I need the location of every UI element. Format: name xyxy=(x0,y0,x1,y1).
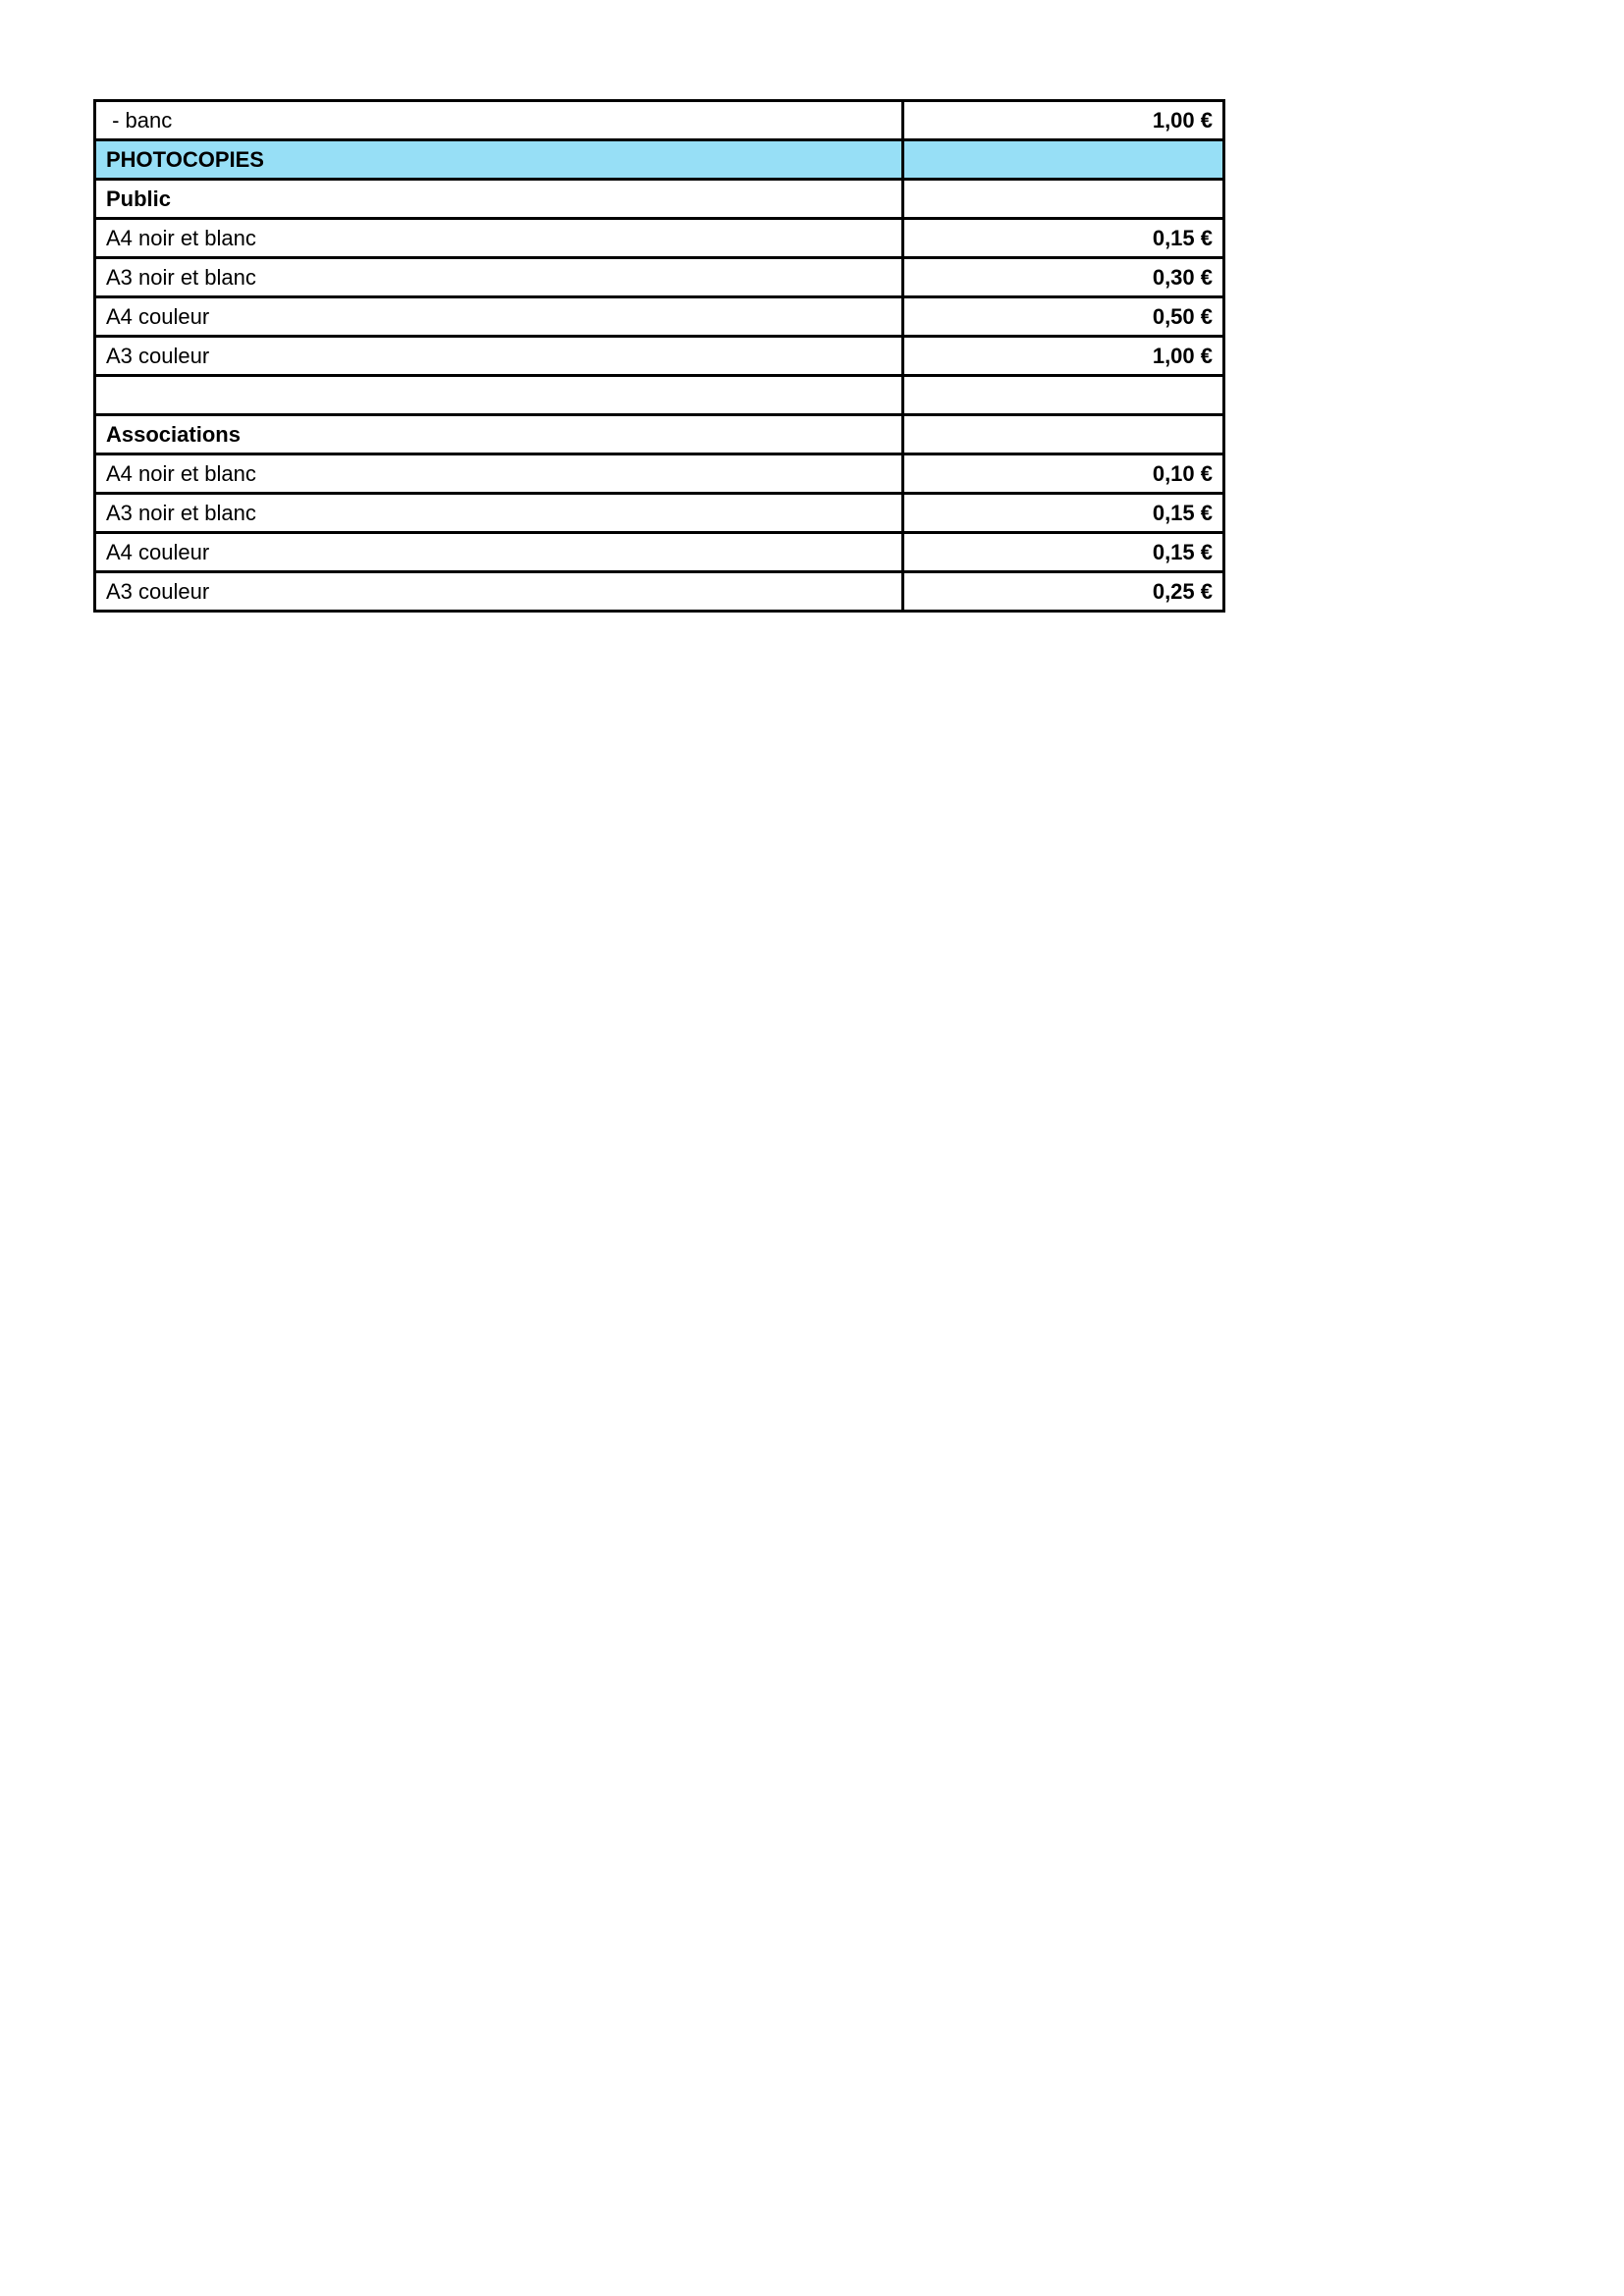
item-price: 0,25 € xyxy=(903,572,1224,612)
item-price: 0,10 € xyxy=(903,454,1224,494)
item-price: 0,30 € xyxy=(903,258,1224,297)
group-price-cell xyxy=(903,415,1224,454)
item-price: 0,15 € xyxy=(903,219,1224,258)
group-header-row xyxy=(95,180,1224,219)
item-label: A4 noir et blanc xyxy=(95,454,903,494)
blank-price-cell xyxy=(903,376,1224,415)
table-row xyxy=(95,258,1224,297)
item-label: A4 noir et blanc xyxy=(95,219,903,258)
item-price: 0,50 € xyxy=(903,297,1224,337)
item-price: 1,00 € xyxy=(903,337,1224,376)
table-row xyxy=(95,337,1224,376)
blank-label-cell xyxy=(95,376,903,415)
item-label: A3 noir et blanc xyxy=(95,494,903,533)
table-row xyxy=(95,297,1224,337)
item-label: - banc xyxy=(95,101,903,140)
item-price: 1,00 € xyxy=(903,101,1224,140)
table-row xyxy=(95,219,1224,258)
item-price: 0,15 € xyxy=(903,533,1224,572)
group-price-cell xyxy=(903,180,1224,219)
item-label: A4 couleur xyxy=(95,533,903,572)
table-row xyxy=(95,494,1224,533)
group-title: Associations xyxy=(95,415,903,454)
item-label: A3 couleur xyxy=(95,572,903,612)
item-label: A3 couleur xyxy=(95,337,903,376)
table-row xyxy=(95,101,1224,140)
table-row xyxy=(95,533,1224,572)
item-price: 0,15 € xyxy=(903,494,1224,533)
item-label: A3 noir et blanc xyxy=(95,258,903,297)
table-row xyxy=(95,572,1224,612)
section-header-row xyxy=(95,140,1224,180)
section-title: PHOTOCOPIES xyxy=(95,140,903,180)
group-title: Public xyxy=(95,180,903,219)
tariff-table xyxy=(93,99,1225,613)
table-row xyxy=(95,454,1224,494)
group-header-row xyxy=(95,415,1224,454)
section-price-cell xyxy=(903,140,1224,180)
item-label: A4 couleur xyxy=(95,297,903,337)
blank-row xyxy=(95,376,1224,415)
